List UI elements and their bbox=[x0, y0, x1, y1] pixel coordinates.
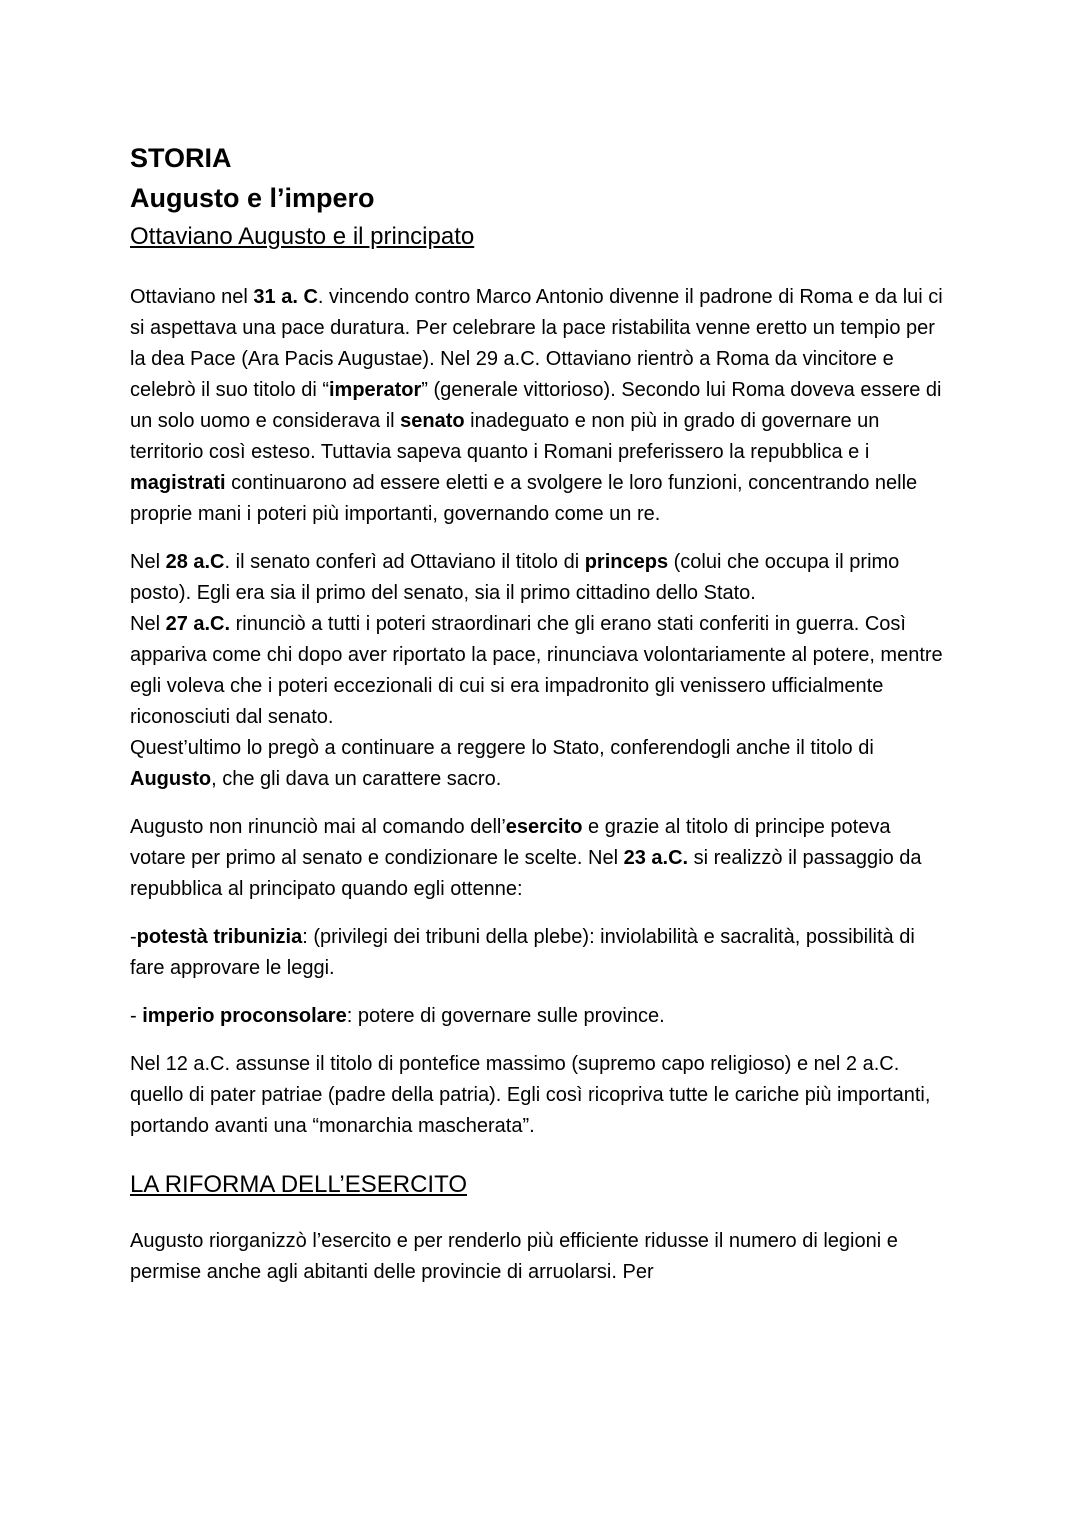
bold-text-run: senato bbox=[400, 410, 465, 432]
text-run: : potere di governare sulle province. bbox=[346, 1005, 665, 1027]
document-title bbox=[130, 138, 950, 178]
document-title bbox=[130, 178, 950, 218]
text-run: : (privilegi dei tribuni della plebe): inviolabilità e sacralità, possibilità di fare approvare le leggi. bbox=[130, 926, 915, 979]
bold-text-run: 31 a. C bbox=[253, 286, 318, 308]
text-run: rinunciò a tutti i poteri straordinari che gli erano stati conferiti in guerra. Così appariva come chi dopo aver riportato la pace, rinunciava volontariamente al potere, mentre egli voleva che i poteri eccezionali di cui si era impadronito gli venissero ufficialmente riconosciuti dal senato. bbox=[130, 613, 943, 728]
text-run: . vincendo contro Marco Antonio divenne il padrone di Roma e da lui ci si aspettava una pace duratura. Per celebrare la pace ristabilita venne eretto un tempio per la dea Pace (Ara Pacis Augustae). Nel 29 a.C. Ottaviano rientrò a Roma da vincitore e celebrò il suo titolo di “ bbox=[130, 286, 943, 401]
text-run: , che gli dava un carattere sacro. bbox=[211, 768, 502, 790]
paragraph bbox=[130, 812, 950, 905]
text-run: (colui che occupa il primo posto). Egli era sia il primo del senato, sia il primo cittadino dello Stato. bbox=[130, 551, 900, 604]
bold-text-run: potestà tribunizia bbox=[136, 926, 303, 948]
section-heading bbox=[130, 1168, 950, 1202]
bold-text-run: princeps bbox=[584, 551, 669, 573]
text-run: Ottaviano nel bbox=[130, 286, 254, 308]
text-run: si realizzò il passaggio da repubblica al principato quando egli ottenne: bbox=[130, 847, 922, 900]
paragraph bbox=[130, 547, 950, 795]
bold-text-run: imperator bbox=[328, 379, 422, 401]
text-run: Augusto non rinunciò mai al comando dell’ bbox=[130, 816, 506, 838]
text-run: - bbox=[130, 926, 137, 948]
bold-text-run: magistrati bbox=[130, 472, 226, 494]
text-run: Augusto riorganizzò l’esercito e per renderlo più efficiente ridusse il numero di legioni e permise anche agli abitanti delle provincie di arruolarsi. Per bbox=[130, 1230, 898, 1283]
text-run: Nel 12 a.C. assunse il titolo di pontefice massimo (supremo capo religioso) e nel 2 a.C. quello di pater patriae (padre della patria). Egli così ricopriva tutte le cariche più importanti, portando avanti una “monarchia mascherata”. bbox=[130, 1053, 931, 1137]
text-run: inadeguato e non più in grado di governare un territorio così esteso. Tuttavia sapeva quanto i Romani preferissero la repubblica e i bbox=[130, 410, 880, 463]
underlined-text-run: LA RIFORMA DELL’ESERCITO bbox=[130, 1171, 467, 1198]
text-run: - bbox=[130, 1005, 143, 1027]
text-run: e grazie al titolo di principe poteva votare per primo al senato e condizionare le scelte. Nel bbox=[130, 816, 891, 869]
paragraph bbox=[130, 1049, 950, 1142]
bold-text-run: 27 a.C. bbox=[165, 613, 231, 635]
bold-text-run: Augusto bbox=[130, 768, 212, 790]
bold-text-run: STORIA bbox=[130, 143, 232, 173]
document-body bbox=[130, 138, 950, 1288]
bold-text-run: 23 a.C. bbox=[623, 847, 689, 869]
bold-text-run: Augusto e l’impero bbox=[130, 183, 375, 213]
paragraph bbox=[130, 1001, 950, 1032]
text-run: . il senato conferì ad Ottaviano il titolo di bbox=[224, 551, 585, 573]
text-run: Quest’ultimo lo pregò a continuare a reggere lo Stato, conferendogli anche il titolo di bbox=[130, 737, 874, 759]
paragraph bbox=[130, 922, 950, 984]
paragraph bbox=[130, 282, 950, 530]
text-run: Nel bbox=[130, 613, 166, 635]
bold-text-run: imperio proconsolare bbox=[142, 1005, 347, 1027]
text-run: ” (generale vittorioso). Secondo lui Roma doveva essere di un solo uomo e considerava il bbox=[130, 379, 942, 432]
text-run: continuarono ad essere eletti e a svolgere le loro funzioni, concentrando nelle proprie mani i poteri più importanti, governando come un re. bbox=[130, 472, 918, 525]
bold-text-run: 28 a.C bbox=[165, 551, 225, 573]
paragraph bbox=[130, 1226, 950, 1288]
text-run: Nel bbox=[130, 551, 166, 573]
bold-text-run: esercito bbox=[505, 816, 583, 838]
section-heading bbox=[130, 218, 950, 256]
underlined-text-run: Ottaviano Augusto e il principato bbox=[130, 223, 475, 250]
